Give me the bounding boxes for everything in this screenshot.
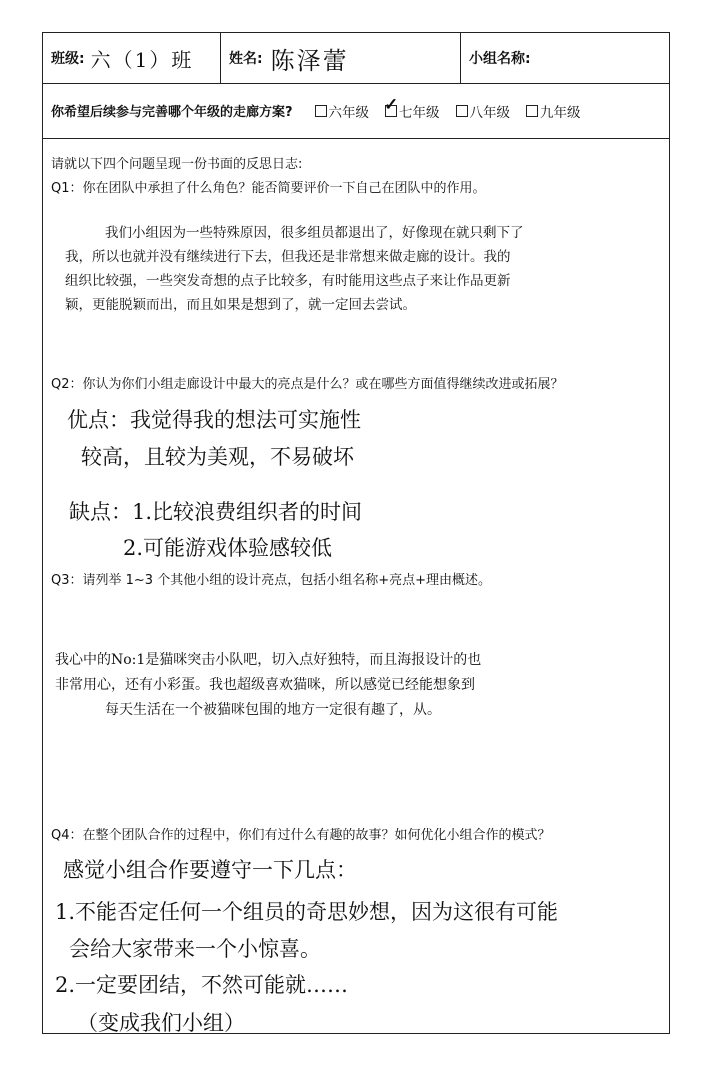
name-value: 陈泽蕾	[270, 46, 349, 75]
class-value: 六（1）班	[90, 47, 194, 72]
q4-answer-line: （变成我们小组）	[77, 1011, 245, 1035]
name-label: 姓名:	[229, 51, 263, 67]
checkbox[interactable]	[315, 105, 327, 117]
q4-answer-line: 1.不能否定任何一个组员的奇思妙想，因为这很有可能	[55, 900, 559, 924]
q4-answer-line: 会给大家带来一个小惊喜。	[69, 937, 321, 961]
grade-option-label: 八年级	[469, 104, 511, 121]
checkbox-checked[interactable]	[384, 94, 399, 117]
q3-answer-line: 每天生活在一个被猫咪包围的地方一定很有趣了，从。	[105, 702, 441, 718]
q2-question: Q2：你认为你们小组走廊设计中最大的亮点是什么？或在哪些方面值得继续改进或拓展？	[51, 377, 564, 392]
grade-option-label: 九年级	[540, 104, 581, 121]
checkmark-icon: ✓	[384, 94, 399, 115]
grade-option-8[interactable]	[456, 101, 511, 121]
q1-answer-line: 颖，更能脱颖而出，而且如果是想到了，就一定回去尝试。	[65, 297, 416, 313]
group-label: 小组名称:	[469, 51, 531, 67]
class-cell	[43, 33, 221, 83]
class-label: 班级:	[51, 51, 85, 67]
grade-option-label: 七年级	[399, 104, 440, 121]
q4-question: Q4：在整个团队合作的过程中，你们有过什么有趣的故事？如何优化小组合作的模式？	[51, 828, 551, 843]
grade-question-row	[43, 83, 669, 139]
header-row	[43, 33, 669, 84]
checkbox[interactable]	[526, 105, 538, 117]
grade-option-6[interactable]	[315, 101, 370, 121]
q4-answer-line: 2.一定要团结，不然可能就……	[55, 973, 349, 997]
reflection-worksheet	[42, 32, 670, 1034]
q2-answer-line: 较高，且较为美观，不易破坏	[81, 445, 354, 469]
q3-answer-line: 我心中的No:1是猫咪突击小队吧，切入点好独特，而且海报设计的也	[55, 652, 482, 668]
q1-answer-line: 我们小组因为一些特殊原因，很多组员都退出了，好像现在就只剩下了	[105, 225, 524, 241]
checkbox[interactable]	[456, 105, 468, 117]
q3-question: Q3：请列举 1~3 个其他小组的设计亮点，包括小组名称+亮点+理由概述。	[51, 573, 491, 588]
grade-option-7[interactable]	[384, 94, 440, 121]
group-cell	[461, 33, 671, 83]
q3-answer-line: 非常用心，还有小彩蛋。我也超级喜欢猫咪，所以感觉已经能想象到	[55, 677, 475, 693]
q1-question: Q1：你在团队中承担了什么角色？能否简要评价一下自己在团队中的作用。	[51, 181, 486, 196]
q4-answer-line: 感觉小组合作要遵守一下几点：	[63, 858, 357, 882]
q2-answer-line: 优点：我觉得我的想法可实施性	[67, 408, 361, 432]
grade-question: 你希望后续参与完善哪个年级的走廊方案?	[51, 105, 293, 120]
q1-answer-line: 我，所以也就并没有继续进行下去，但我还是非常想来做走廊的设计。我的	[65, 249, 511, 265]
grade-options	[315, 94, 581, 121]
q2-answer-line: 缺点：1.比较浪费组织者的时间	[69, 500, 363, 524]
q2-answer-line: 2.可能游戏体验感较低	[123, 536, 333, 560]
grade-option-9[interactable]	[526, 101, 581, 121]
name-cell	[221, 33, 461, 83]
q1-answer-line: 组织比较强，一些突发奇想的点子比较多，有时能用这些点子来让作品更新	[65, 273, 511, 289]
instruction-text: 请就以下四个问题呈现一份书面的反思日志:	[51, 157, 303, 172]
grade-option-label: 六年级	[328, 104, 370, 121]
